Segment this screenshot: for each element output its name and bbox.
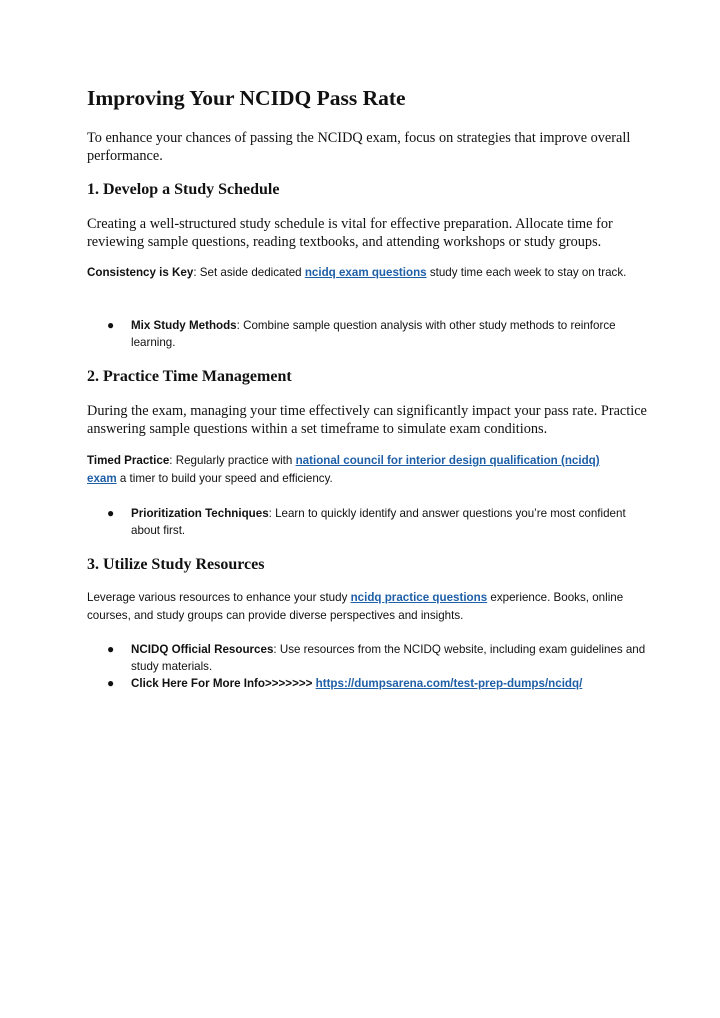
bullet-icon: ●	[107, 506, 115, 520]
section-2-paragraph: During the exam, managing your time effectively can significantly impact your pass rate. Practice answering sample questions within a set timeframe to simulate exam conditions.	[87, 403, 647, 437]
list-item-text	[131, 317, 647, 351]
list-item-text	[131, 641, 647, 675]
section-3-paragraph	[87, 589, 627, 625]
list-item-body: : Learn to quickly identify and answer questions you’re most confident about first.	[131, 507, 626, 537]
intro-paragraph: To enhance your chances of passing the NCIDQ exam, focus on strategies that improve overall performance.	[87, 130, 631, 164]
paragraph-text-after: experience. Books, online courses, and study groups can provide diverse perspectives and insights.	[87, 591, 624, 622]
list-item	[107, 317, 647, 351]
section-3-heading: 3. Utilize Study Resources	[87, 556, 265, 573]
tip-label: Consistency is Key	[87, 266, 194, 279]
list-item-label: Click Here For More Info>>>>>>>	[131, 677, 316, 690]
list-item-text	[131, 675, 647, 692]
bullet-icon: ●	[107, 676, 115, 690]
tip-text-before: : Regularly practice with	[169, 454, 296, 467]
list-item-label: NCIDQ Official Resources	[131, 643, 274, 656]
section-2-heading: 2. Practice Time Management	[87, 368, 292, 385]
section-1-heading: 1. Develop a Study Schedule	[87, 181, 280, 198]
list-item-body: : Use resources from the NCIDQ website, including exam guidelines and study materials.	[131, 643, 646, 673]
tip-text-after: study time each week to stay on track.	[426, 266, 627, 279]
tip-label: Timed Practice	[87, 454, 170, 467]
ncidq-exam-questions-link[interactable]: ncidq exam questions	[304, 266, 427, 279]
ncidq-qualification-exam-link[interactable]: national council for interior design qualification (ncidq) exam	[87, 454, 600, 485]
ncidq-practice-questions-link[interactable]: ncidq practice questions	[350, 591, 488, 604]
list-item-body: : Combine sample question analysis with other study methods to reinforce learning.	[131, 319, 616, 349]
list-item	[107, 505, 647, 539]
list-item-label: Prioritization Techniques	[131, 507, 269, 520]
list-item	[107, 675, 647, 692]
bullet-icon: ●	[107, 318, 115, 332]
section-2-tip	[87, 452, 627, 488]
list-item-text	[131, 505, 647, 539]
section-1-paragraph: Creating a well-structured study schedule is vital for effective preparation. Allocate time for reviewing sample questions, reading textbooks, and attending workshops or study groups.	[87, 216, 613, 250]
bullet-icon: ●	[107, 642, 115, 656]
list-item-label: Mix Study Methods	[131, 319, 237, 332]
paragraph-text-before: Leverage various resources to enhance your study	[87, 591, 351, 604]
tip-text-before: : Set aside dedicated	[193, 266, 305, 279]
section-1-tip	[87, 264, 627, 282]
tip-text-after: a timer to build your speed and efficiency.	[116, 472, 333, 485]
dumpsarena-url-link[interactable]: https://dumpsarena.com/test-prep-dumps/ncidq/	[315, 677, 583, 690]
page-title: Improving Your NCIDQ Pass Rate	[87, 86, 406, 110]
list-item	[107, 641, 647, 675]
